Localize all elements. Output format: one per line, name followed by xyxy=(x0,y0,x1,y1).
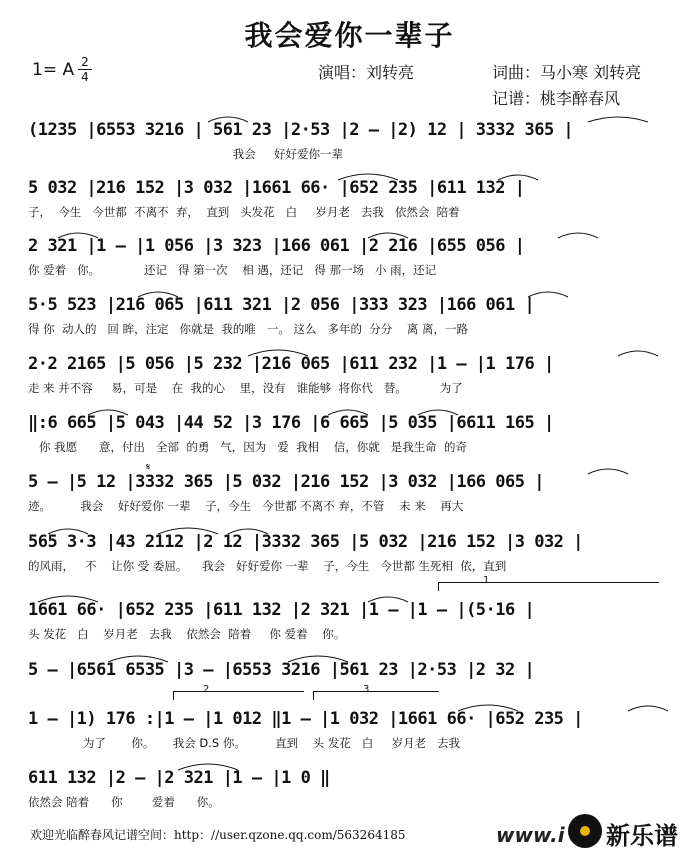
lyrics-line: 走 来 并不容 易，可是 在 我的心 里，没有 谁能够 将你代 替。 为了 xyxy=(28,381,463,395)
third-ending-label: 3 xyxy=(363,684,370,695)
segno-sign: 𝄋 xyxy=(146,462,151,473)
first-ending-label: 1 xyxy=(483,575,490,586)
lyrics-line: 得 你 动人的 回 眸，注定 你就是 我的唯 一。 这么 多年的 分分 离 离，一路 xyxy=(28,322,469,336)
site-watermark: www.i xyxy=(496,823,565,847)
time-signature xyxy=(78,56,92,83)
lyrics-line: 依然会 陪着 你 爱着 你。 xyxy=(28,795,220,809)
notes-line: (1235 |6553 3216 | 561 23 |2·53 |2 – |2) 12 | 3332 365 | xyxy=(28,120,574,140)
lyrics-line: 为了 你。 我会 D.S 你。 直到 头 发花 白 岁月老 去我 xyxy=(28,736,461,750)
notes-line: 611 132 |2 – |2 321 |1 – |1 0 ‖ xyxy=(28,768,330,788)
notes-line: ‖:6 665 |5 043 |44 52 |3 176 |6 665 |5 035 |6611 165 | xyxy=(28,413,554,433)
lyrics-line: 我会 好好爱你一辈 xyxy=(28,147,343,161)
composer-credit: 词曲：马小寒 刘转亮 xyxy=(492,63,642,82)
notes-line: 5 – |5 12 |3332 365 |5 032 |216 152 |3 032 |166 065 | xyxy=(28,472,544,492)
notes-line: 5·5 523 |216 065 |611 321 |2 056 |333 323 |166 061 | xyxy=(28,295,535,315)
lyrics-line: 头 发花 白 岁月老 去我 依然会 陪着 你 爱着 你。 xyxy=(28,627,346,641)
singer-credit: 演唱：刘转亮 xyxy=(318,63,415,82)
time-bottom: 4 xyxy=(81,70,89,84)
second-ending-label: 2 xyxy=(203,684,210,695)
notes-line: 5 032 |216 152 |3 032 |1661 66· |652 235 |611 132 | xyxy=(28,178,525,198)
lyrics-line: 子， 今生 今世都 不离不 弃， 直到 头发花 白 岁月老 去我 依然会 陪着 xyxy=(28,205,460,219)
key-signature: 1= A xyxy=(32,60,75,80)
time-top: 2 xyxy=(81,55,89,69)
notes-line: 5 – |6561 6535 |3 – |6553 3216 |561 23 |2·53 |2 32 | xyxy=(28,660,535,680)
transcriber-credit: 记谱：桃李醉春风 xyxy=(492,89,621,108)
song-title: 我会爱你一辈子 xyxy=(244,19,455,52)
lyrics-line: 的风雨， 不 让你 受 委屈。 我会 好好爱你 一辈 子，今生 今世都 生死相 依，直到 xyxy=(28,559,507,573)
notes-line: 2 321 |1 – |1 056 |3 323 |166 061 |2 216 |655 056 | xyxy=(28,236,525,256)
notes-line: 565 3·3 |43 2112 |2 12 |3332 365 |5 032 |216 152 |3 032 | xyxy=(28,532,583,552)
notes-line: 2·2 2165 |5 056 |5 232 |216 065 |611 232 |1 – |1 176 | xyxy=(28,354,554,374)
logo-text: 新乐谱 xyxy=(606,822,678,850)
lyrics-line: 迹。 我会 好好爱你 一辈 子，今生 今世都 不离不 弃，不管 未 来 再大 xyxy=(28,499,464,513)
notes-line: 1 – |1) 176 :|1 – |1 012 ‖1 – |1 032 |1661 66· |652 235 | xyxy=(28,709,583,729)
footer-credit: 欢迎光临醉春风记谱空间：http：//user.qzone.qq.com/563264185 xyxy=(30,828,406,842)
lyrics-line: 你 我愿 意，付出 全部 的勇 气，因为 爱 我相 信，你就 是我生命 的奇 xyxy=(28,440,467,454)
site-logo xyxy=(568,812,696,852)
record-disc-icon xyxy=(568,814,602,848)
notes-line: 1661 66· |652 235 |611 132 |2 321 |1 – |1 – |(5·16 | xyxy=(28,600,535,620)
lyrics-line: 你 爱着 你。 还记 得 第一次 相 遇，还记 得 那一场 小 雨，还记 xyxy=(28,263,437,277)
